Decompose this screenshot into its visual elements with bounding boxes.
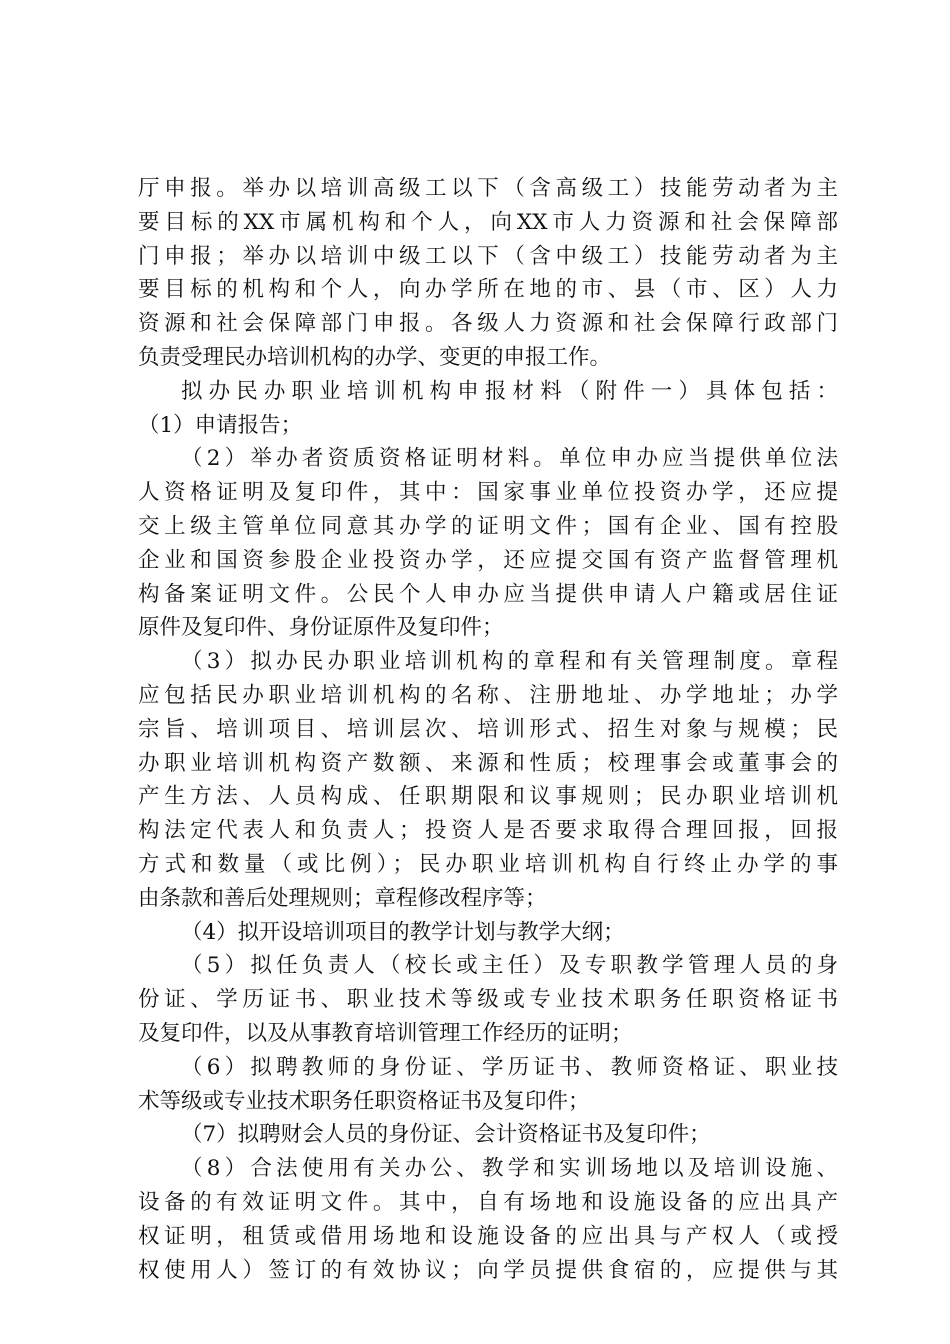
text-line: （3）拟办民办职业培训机构的章程和有关管理制度。章程 (181, 649, 838, 675)
text-line: （1）申请报告； (138, 412, 303, 438)
text-line: 交上级主管单位同意其办学的证明文件；国有企业、国有控股 (138, 513, 838, 539)
text-line: 负责受理民办培训机构的办学、变更的申报工作。 (138, 344, 612, 370)
text-line: 应包括民办职业培训机构的名称、注册地址、办学地址；办学 (138, 682, 838, 708)
text-line: 构备案证明文件。公民个人申办应当提供申请人户籍或居住证 (138, 581, 838, 607)
text-line: 要目标的XX市属机构和个人，向XX市人力资源和社会保障部 (138, 209, 838, 235)
text-line: （7）拟聘财会人员的身份证、会计资格证书及复印件； (181, 1122, 711, 1148)
text-line: 方式和数量（或比例）；民办职业培训机构自行终止办学的事 (138, 851, 838, 877)
document-body (138, 172, 838, 1287)
text-line: 要目标的机构和个人，向办学所在地的市、县（市、区）人力 (138, 277, 838, 303)
text-line: 门申报；举办以培训中级工以下（含中级工）技能劳动者为主 (138, 243, 838, 269)
text-line: 构法定代表人和负责人；投资人是否要求取得合理回报，回报 (138, 818, 838, 844)
text-line: 人资格证明及复印件，其中：国家事业单位投资办学，还应提 (138, 480, 838, 506)
text-line: 产生方法、人员构成、任职期限和议事规则；民办职业培训机 (138, 784, 838, 810)
text-line: （4）拟开设培训项目的教学计划与教学大纲； (181, 919, 625, 945)
text-line: 权证明，租赁或借用场地和设施设备的应出具与产权人（或授 (138, 1223, 838, 1249)
text-line: 企业和国资参股企业投资办学，还应提交国有资产监督管理机 (138, 547, 838, 573)
text-line: 及复印件，以及从事教育培训管理工作经历的证明； (138, 1020, 633, 1046)
text-line: 设备的有效证明文件。其中，自有场地和设施设备的应出具产 (138, 1189, 838, 1215)
text-line: 资源和社会保障部门申报。各级人力资源和社会保障行政部门 (138, 311, 838, 337)
text-line: （8）合法使用有关办公、教学和实训场地以及培训设施、 (181, 1156, 838, 1182)
text-line: 份证、学历证书、职业技术等级或专业技术职务任职资格证书 (138, 987, 838, 1013)
text-line: 厅申报。举办以培训高级工以下（含高级工）技能劳动者为主 (138, 176, 838, 201)
text-line: （6）拟聘教师的身份证、学历证书、教师资格证、职业技 (181, 1054, 838, 1080)
text-line: 术等级或专业技术职务任职资格证书及复印件； (138, 1088, 590, 1114)
text-line: （2）举办者资质资格证明材料。单位申办应当提供单位法 (181, 446, 838, 472)
text-line: 办职业培训机构资产数额、来源和性质；校理事会或董事会的 (138, 750, 838, 776)
text-line: 拟办民办职业培训机构申报材料（附件一）具体包括： (181, 378, 838, 404)
text-line: 原件及复印件、身份证原件及复印件； (138, 615, 504, 641)
text-line: 由条款和善后处理规则；章程修改程序等； (138, 885, 547, 911)
text-line: 宗旨、培训项目、培训层次、培训形式、招生对象与规模；民 (138, 716, 838, 742)
text-line: 权使用人）签订的有效协议；向学员提供食宿的，应提供与其 (138, 1257, 838, 1283)
text-line: （5）拟任负责人（校长或主任）及专职教学管理人员的身 (181, 953, 838, 979)
